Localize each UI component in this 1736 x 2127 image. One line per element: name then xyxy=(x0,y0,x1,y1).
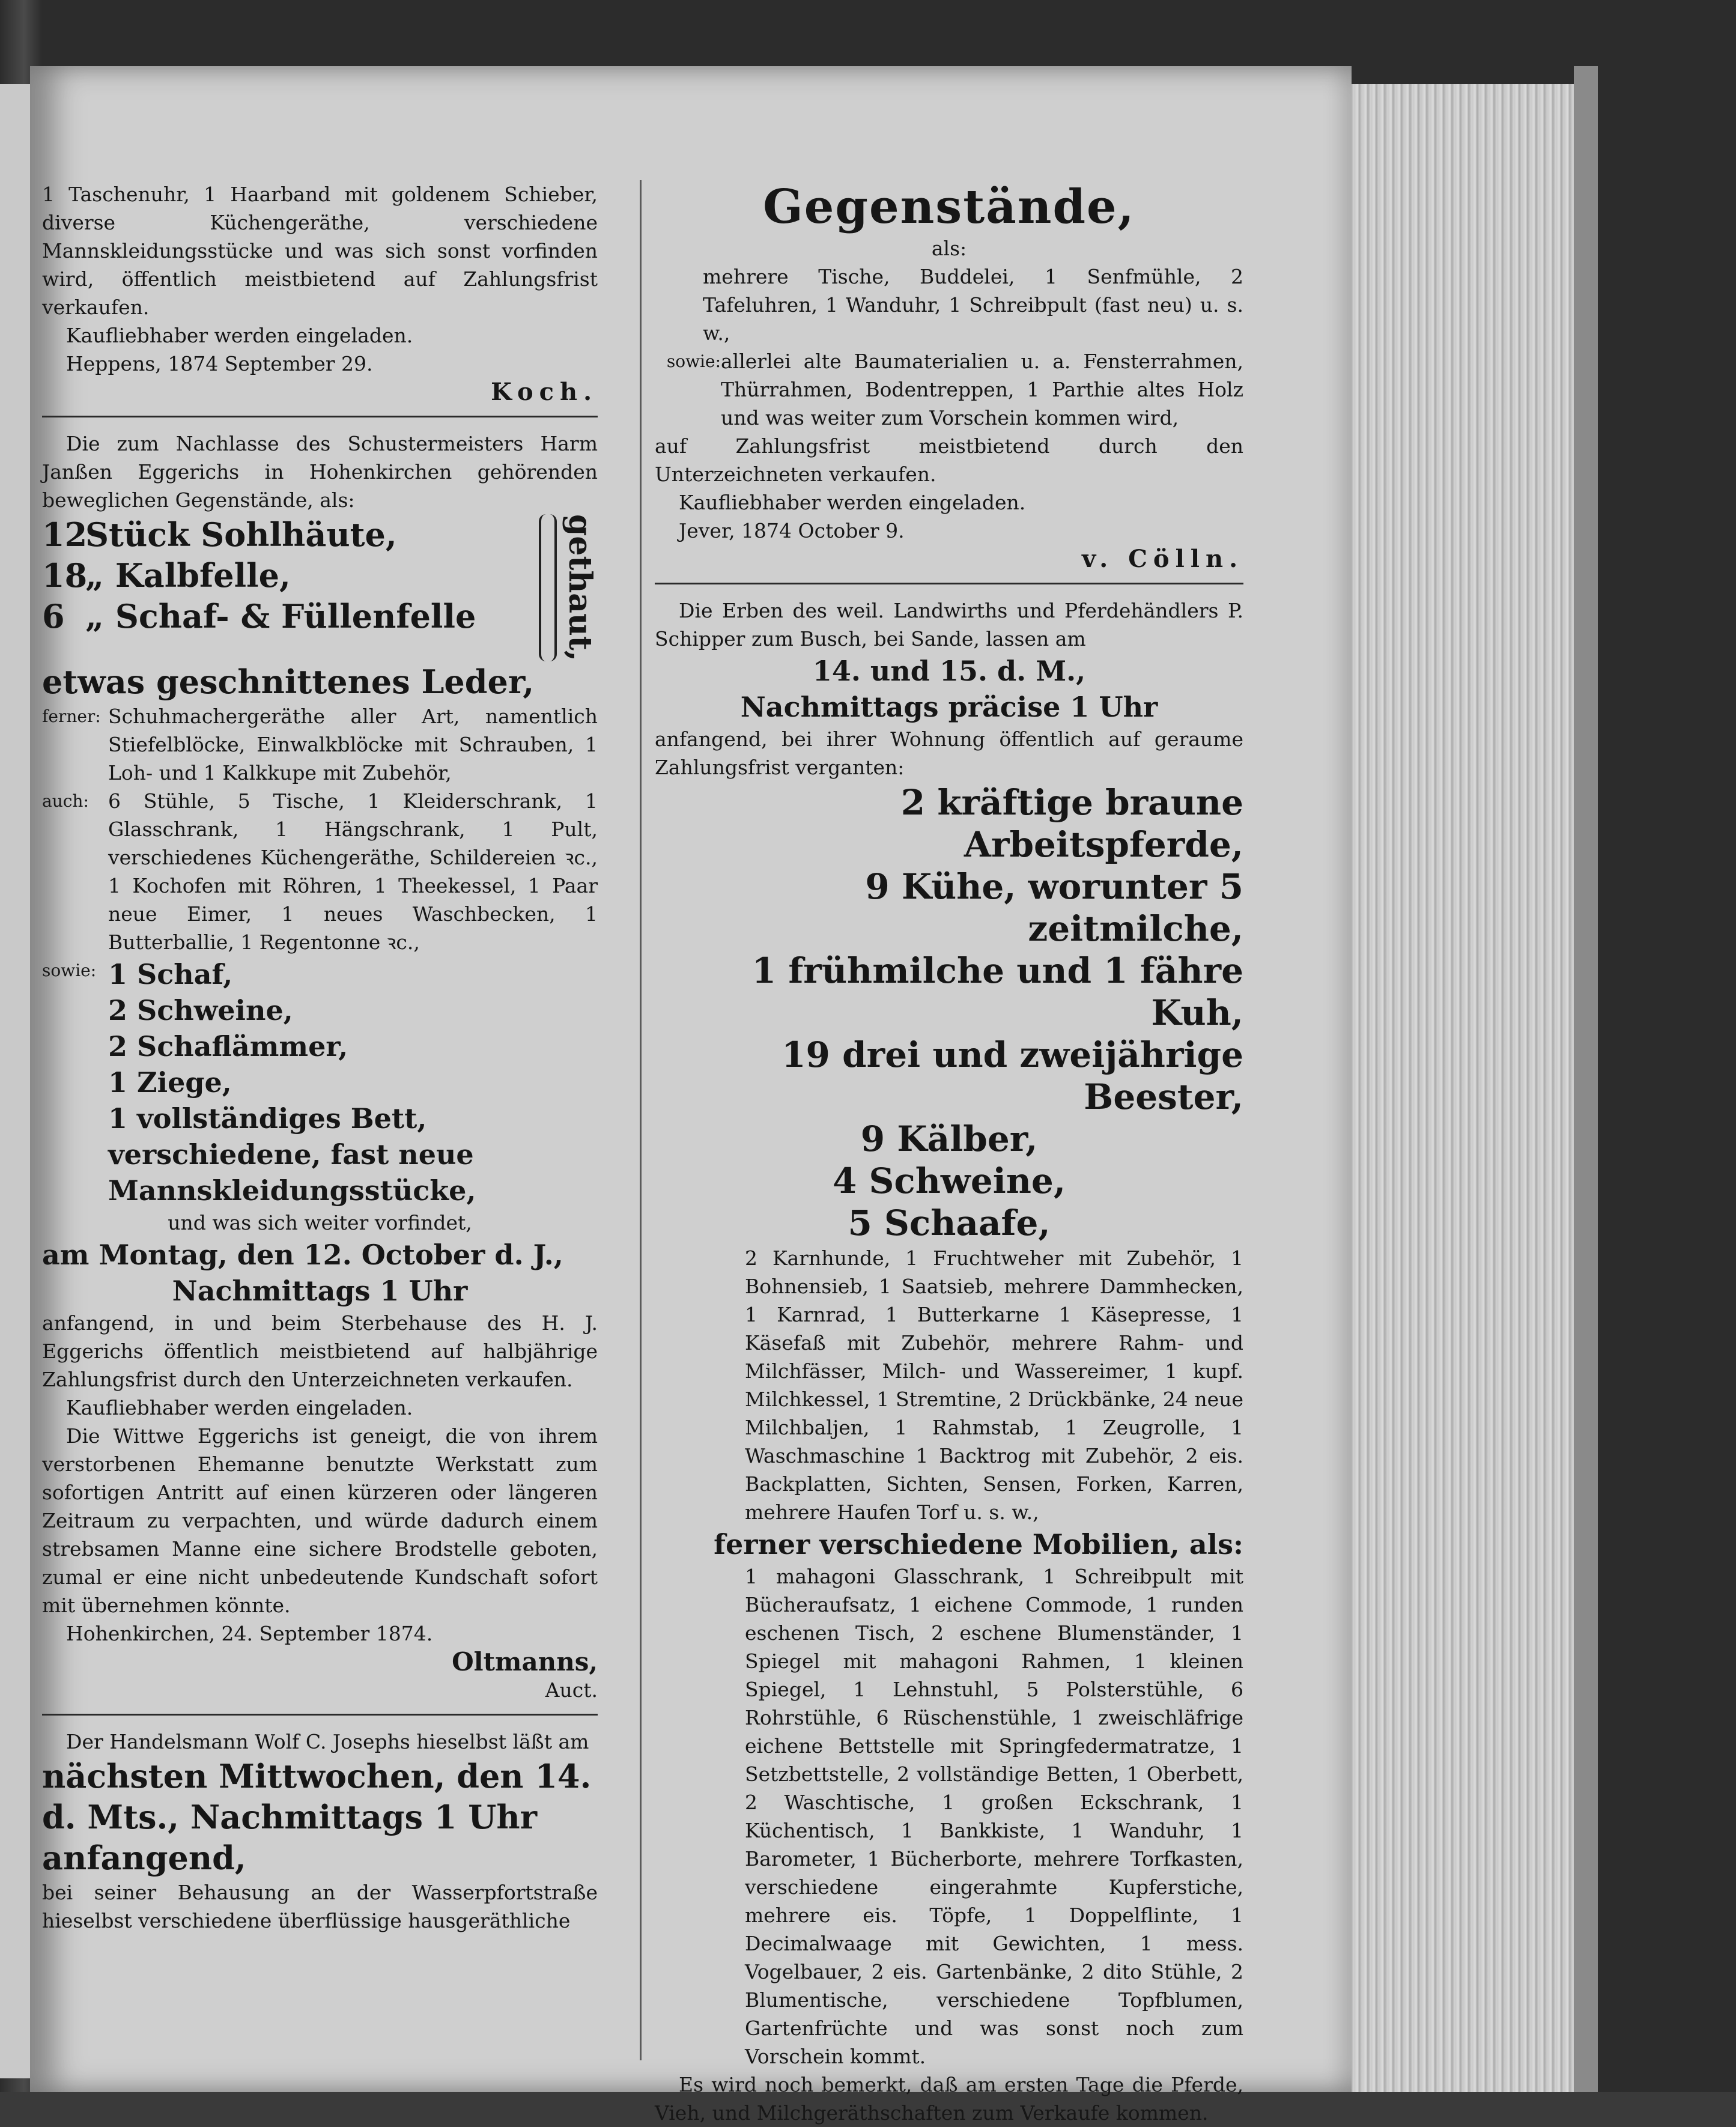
right-column xyxy=(655,180,1243,2127)
animal-item: verschiedene, fast neue xyxy=(108,1138,474,1171)
ad-headline: d. Mts., Nachmittags 1 Uhr xyxy=(42,1797,538,1836)
auction-time: Nachmittags präcise 1 Uhr xyxy=(740,691,1158,723)
ad-invite: Kaufliebhaber werden eingeladen. xyxy=(66,324,413,347)
book-cover-edge xyxy=(1574,66,1598,2092)
ad-note: Es wird noch bemerkt, daß am ersten Tage die Pferde, Vieh, und Milchgeräthschaften zum Verkaufe kommen. xyxy=(655,2073,1243,2125)
livestock-item: 9 Kälber, xyxy=(860,1118,1038,1159)
sowie-text: allerlei alte Baumaterialien u. a. Fensterrahmen, Thürrahmen, Bodentreppen, 1 Parthie altes Holz und was weiter zum Vorschein kommen wird, xyxy=(721,350,1243,429)
ad-als: als: xyxy=(931,237,967,260)
ad-separator xyxy=(42,1714,598,1716)
ad-body: anfangend, bei ihrer Wohnung öffentlich auf geraume Zahlungsfrist verganten: xyxy=(655,727,1243,779)
livestock-item: 5 Schaafe, xyxy=(848,1203,1051,1243)
hides-list xyxy=(42,514,598,661)
book-page-edges xyxy=(1346,84,1586,2092)
ad-josephs xyxy=(42,1728,598,1935)
ad-schipper xyxy=(655,596,1243,2127)
sowie-label: sowie: xyxy=(42,960,97,980)
ad-intro: Die Erben des weil. Landwirths und Pferdehändlers P. Schipper zum Busch, bei Sande, lassen am xyxy=(655,599,1243,651)
livestock-item: 4 Schweine, xyxy=(832,1161,1066,1201)
ad-title: Gegenstände, xyxy=(763,180,1135,234)
animal-item: 1 Schaf, xyxy=(108,957,233,991)
ad-separator xyxy=(655,583,1243,584)
livestock-list xyxy=(655,781,1243,1244)
animals-list xyxy=(108,956,598,1209)
auch-block xyxy=(42,787,598,956)
sowie-block xyxy=(42,956,598,1209)
previous-page-edge xyxy=(0,84,30,2078)
livestock-item: 9 Kühe, worunter 5 zeitmilche, xyxy=(865,866,1243,949)
ad-coelln xyxy=(655,180,1243,573)
ferner-block xyxy=(42,702,598,787)
left-column xyxy=(42,180,598,1935)
hide-item: 6 „ Schaf- & Füllenfelle xyxy=(42,597,476,636)
hides-items xyxy=(42,514,536,661)
sowie-block xyxy=(655,347,1243,432)
ad-signature: Koch. xyxy=(491,378,598,406)
livestock-item: 19 drei und zweijährige Beester, xyxy=(782,1034,1243,1117)
ad-place-date: Hohenkirchen, 24. September 1874. xyxy=(66,1621,433,1645)
ad-body: 1 Taschenuhr, 1 Haarband mit goldenem Schieber, diverse Küchengeräthe, verschiedene Mannskleidungsstücke und was sich sonst vorfinden wird, öffentlich meistbietend auf Zahlungsfrist verkaufen. xyxy=(42,183,598,319)
hide-item: 12Stück Sohlhäute, xyxy=(42,515,397,554)
tools-list: 2 Karnhunde, 1 Fruchtweher mit Zubehör, 1 Bohnensieb, 1 Saatsieb, mehrere Dammhecken, 1 Karnrad, 1 Butterkarne 1 Käsepresse, 1 Käsefaß mit Zubehör, mehrere Rahm- und Milchfässer, Milch- und Wassereimer, 1 kupf. Milchkessel, 1 Stremtine, 2 Drückbänke, 24 neue Milchbaljen, 1 Rahmstab, 1 Zeugrolle, 1 Waschmaschine 1 Backtrog mit Zubehör, 2 eis. Backplatten, Sichten, Sensen, Forken, Karren, mehrere Haufen Torf u. s. w., xyxy=(745,1246,1243,1524)
ad-signature-title: Auct. xyxy=(545,1678,598,1702)
hides-side-label: gethaut, xyxy=(562,514,598,661)
hide-item: 18„ Kalbfelle, xyxy=(42,556,291,595)
ad-items: mehrere Tische, Buddelei, 1 Senfmühle, 2 Tafeluhren, 1 Wanduhr, 1 Schreibpult (fast neu) u. s. w., xyxy=(703,265,1243,345)
auction-date: am Montag, den 12. October d. J., xyxy=(42,1238,563,1271)
auction-time: Nachmittags 1 Uhr xyxy=(172,1274,468,1307)
sowie-label: sowie: xyxy=(666,351,721,371)
ad-signature: v. Cölln. xyxy=(1082,545,1243,573)
ferner-label: ferner: xyxy=(42,706,101,726)
ad-terms: auf Zahlungsfrist meistbietend durch den Unterzeichneten verkaufen. xyxy=(655,434,1243,486)
mobilien-list: 1 mahagoni Glasschrank, 1 Schreibpult mit Bücheraufsatz, 1 eichene Commode, 1 runden eschenen Tisch, 2 eschene Blumenständer, 1 Spiegel mit mahagoni Rahmen, 1 kleinen Spiegel, 1 Lehnstuhl, 5 Polsterstühle, 6 Rohrstühle, 6 Rüschenstühle, 1 zweischläfrige eichene Bettstelle mit Springfedermatratze, 1 Setzbettstelle, 2 vollständige Betten, 1 Oberbett, 2 Waschtische, 1 großen Eckschrank, 1 Küchentisch, 1 Bankkiste, 1 Wanduhr, 1 Barometer, 1 Bücherborte, mehrere Torfkasten, verschiedene eingerahmte Kupferstiche, mehrere eis. Töpfe, 1 Doppelflinte, 1 Decimalwaage mit Gewichten, 1 mess. Vogelbauer, 2 eis. Gartenbänke, 2 dito Stühle, 2 Blumentische, verschiedene Topfblumen, Gartenfrüchte und was sonst noch zum Vorschein kommt. xyxy=(745,1565,1243,2068)
mobilien-heading: ferner verschiedene Mobilien, als: xyxy=(714,1528,1243,1561)
ad-tail: und was sich weiter vorfindet, xyxy=(168,1210,472,1234)
leather-line: etwas geschnittenes Leder, xyxy=(42,662,535,701)
ad-taschenuhr xyxy=(42,180,598,406)
auch-label: auch: xyxy=(42,790,89,811)
animal-item: Mannskleidungsstücke, xyxy=(108,1174,476,1207)
column-divider xyxy=(640,180,642,2060)
ad-signature: Oltmanns, xyxy=(452,1646,598,1676)
ad-body-2: anfangend, in und beim Sterbehause des H. J. Eggerichs öffentlich meistbietend auf halbjährige Zahlungsfrist durch den Unterzeichneten verkaufen. xyxy=(42,1311,598,1391)
ad-headline: anfangend, xyxy=(42,1838,246,1877)
ad-widow-note: Die Wittwe Eggerichs ist geneigt, die von ihrem verstorbenen Ehemanne benutzte Werkstatt zum sofortigen Antritt auf einen kürzeren oder längeren Zeitraum zu verpachten, und würde dadurch einem strebsamen Manne eine sichere Brodstelle geboten, zumal er eine nicht unbedeutende Kundschaft sofort mit übernehmen könnte. xyxy=(42,1424,598,1617)
ad-eggerichs xyxy=(42,429,598,1704)
livestock-item: 2 kräftige braune Arbeitspferde, xyxy=(900,782,1243,865)
ad-intro: Der Handelsmann Wolf C. Josephs hieselbst läßt am xyxy=(66,1729,589,1753)
animal-item: 2 Schweine, xyxy=(108,994,293,1027)
ad-headline: nächsten Mittwochen, den 14. xyxy=(42,1756,592,1795)
animal-item: 1 Ziege, xyxy=(108,1066,232,1099)
ad-invite: Kaufliebhaber werden eingeladen. xyxy=(66,1395,413,1419)
ad-separator xyxy=(42,416,598,417)
auch-text: 6 Stühle, 5 Tische, 1 Kleiderschrank, 1 Glasschrank, 1 Hängschrank, 1 Pult, verschiedenes Küchengeräthe, Schildereien ꝛc., 1 Kochofen mit Röhren, 1 Theekessel, 1 Paar neue Eimer, 1 neues Waschbecken, 1 Butterballie, 1 Regentonne ꝛc., xyxy=(108,789,598,954)
ferner-text: Schuhmachergeräthe aller Art, namentlich Stiefelblöcke, Einwalkblöcke mit Schrauben, 1 Loh- und 1 Kalkkupe mit Zubehör, xyxy=(108,704,598,784)
ad-invite: Kaufliebhaber werden eingeladen. xyxy=(679,491,1026,514)
ad-body: bei seiner Behausung an der Wasserpfortstraße hieselbst verschiedene überflüssige hausgeräthliche xyxy=(42,1880,598,1932)
auction-date: 14. und 15. d. M., xyxy=(812,655,1086,687)
ad-date: Heppens, 1874 September 29. xyxy=(66,352,373,375)
ad-intro: Die zum Nachlasse des Schustermeisters Harm Janßen Eggerichs in Hohenkirchen gehörenden beweglichen Gegenstände, als: xyxy=(42,432,598,512)
animal-item: 2 Schaflämmer, xyxy=(108,1030,348,1063)
ad-date: Jever, 1874 October 9. xyxy=(679,519,905,542)
curly-brace xyxy=(539,514,557,661)
animal-item: 1 vollständiges Bett, xyxy=(108,1102,427,1135)
livestock-item: 1 frühmilche und 1 fähre Kuh, xyxy=(751,950,1243,1033)
